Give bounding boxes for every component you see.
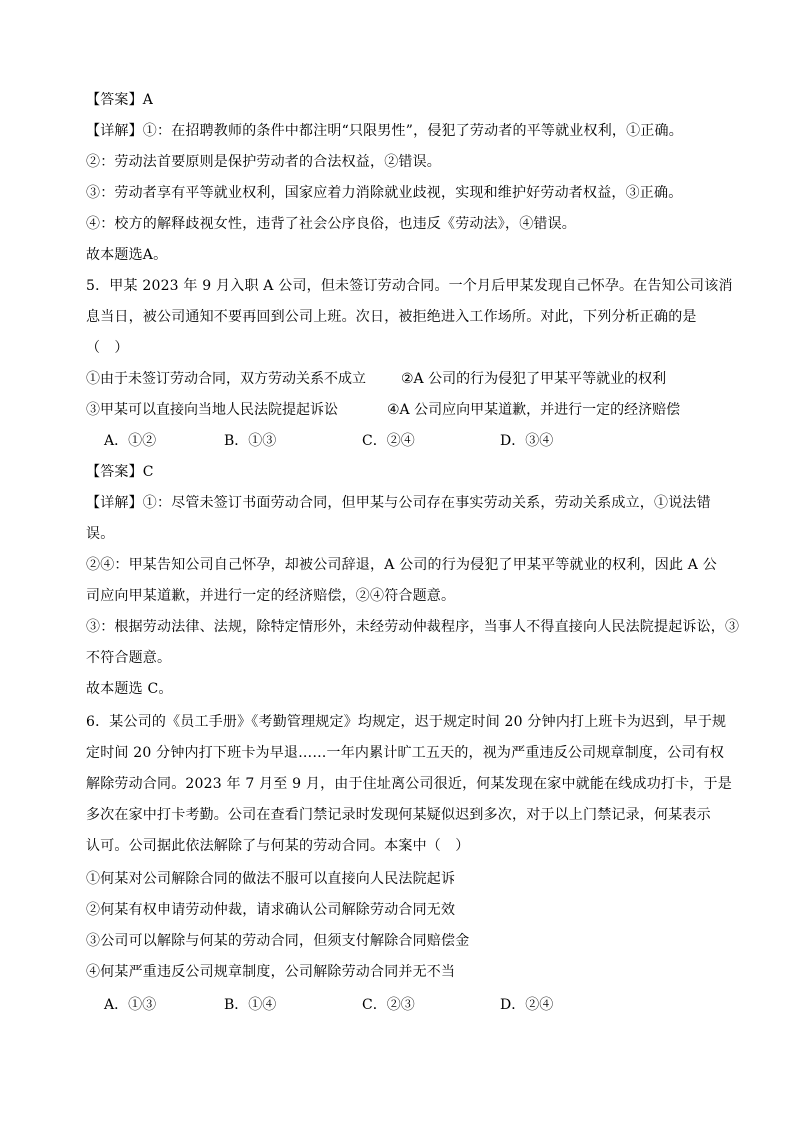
q5-explain-line: 【详解】①：尽管未签订书面劳动合同，但甲某与公司存在事实劳动关系，劳动关系成立，①说法错 — [86, 495, 711, 511]
q5-statement: ②A 公司的行为侵犯了甲某平等就业的权利 — [401, 371, 667, 387]
q4-explain-line: ②：劳动法首要原则是保护劳动者的合法权益，②错误。 — [86, 154, 441, 170]
q4-explain-line: 【详解】①：在招聘教师的条件中都注明“只限男性”，侵犯了劳动者的平等就业权利，①正确。 — [86, 123, 683, 139]
q6-option-c: C．②③ — [362, 997, 415, 1013]
q4-explain-line: 故本题选A。 — [86, 247, 168, 263]
q5-answer: 【答案】C — [86, 464, 154, 480]
q4-explain-line: ④：校方的解释歧视女性，违背了社会公序良俗，也违反《劳动法》，④错误。 — [86, 216, 576, 232]
q6-stem-line: 认可。公司据此依法解除了与何某的劳动合同。本案中（ ） — [86, 838, 470, 854]
q4-explain-line: ③：劳动者享有平等就业权利，国家应着力消除就业歧视，实现和维护好劳动者权益，③正确。 — [86, 185, 683, 201]
q5-stem-line: 息当日，被公司通知不要再回到公司上班。次日，被拒绝进入工作场所。对此，下列分析正确的是 — [86, 309, 697, 325]
q5-statement: ④A 公司应向甲某道歉，并进行一定的经济赔偿 — [387, 402, 681, 418]
q5-explain-line: ②④：甲某告知公司自己怀孕，却被公司辞退，A 公司的行为侵犯了甲某平等就业的权利，因此 A 公 — [86, 557, 717, 573]
q5-explain-line: 误。 — [86, 526, 115, 542]
q5-explain-line: 不符合题意。 — [86, 650, 172, 666]
q5-stem-line: （ ） — [86, 340, 129, 356]
q5-statement: ①由于未签订劳动合同，双方劳动关系不成立 — [86, 371, 366, 387]
q5-option-b: B．①③ — [224, 433, 277, 449]
q5-option-a: A．①② — [104, 433, 157, 449]
q5-explain-line: ③：根据劳动法律、法规，除特定情形外，未经劳动仲裁程序，当事人不得直接向人民法院提起诉讼，③ — [86, 619, 740, 635]
q4-answer: 【答案】A — [86, 92, 154, 108]
q5-explain-line: 司应向甲某道歉，并进行一定的经济赔偿，②④符合题意。 — [86, 588, 456, 604]
q6-option-a: A．①③ — [104, 997, 157, 1013]
q6-statement: ②何某有权申请劳动仲裁，请求确认公司解除劳动合同无效 — [86, 902, 456, 918]
q6-stem-line: 解除劳动合同。2023 年 7 月至 9 月，由于住址离公司很近，何某发现在家中就能在线成功打卡，于是 — [86, 776, 732, 792]
q6-statement: ④何某严重违反公司规章制度，公司解除劳动合同并无不当 — [86, 964, 456, 980]
q5-option-d: D．③④ — [500, 433, 554, 449]
q6-option-b: B．①④ — [224, 997, 277, 1013]
q6-stem-line: 多次在家中打卡考勤。公司在查看门禁记录时发现何某疑似迟到多次，对于以上门禁记录，何某表示 — [86, 807, 711, 823]
q6-stem-line: 定时间 20 分钟内打下班卡为早退……一年内累计旷工五天的，视为严重违反公司规章制度，公司有权 — [86, 745, 725, 761]
q6-statement: ①何某对公司解除合同的做法不服可以直接向人民法院起诉 — [86, 871, 456, 887]
q6-option-d: D．②④ — [500, 997, 554, 1013]
q6-statement: ③公司可以解除与何某的劳动合同，但须支付解除合同赔偿金 — [86, 933, 470, 949]
q6-stem-line: 6．某公司的《员工手册》《考勤管理规定》均规定，迟于规定时间 20 分钟内打上班卡为迟到，早于规 — [86, 714, 727, 730]
q5-stem-line: 5．甲某 2023 年 9 月入职 A 公司，但未签订劳动合同。一个月后甲某发现自己怀孕。在告知公司该消 — [86, 278, 733, 294]
q5-option-c: C．②④ — [362, 433, 415, 449]
q5-explain-line: 故本题选 C。 — [86, 681, 173, 697]
q5-statement: ③甲某可以直接向当地人民法院提起诉讼 — [86, 402, 338, 418]
